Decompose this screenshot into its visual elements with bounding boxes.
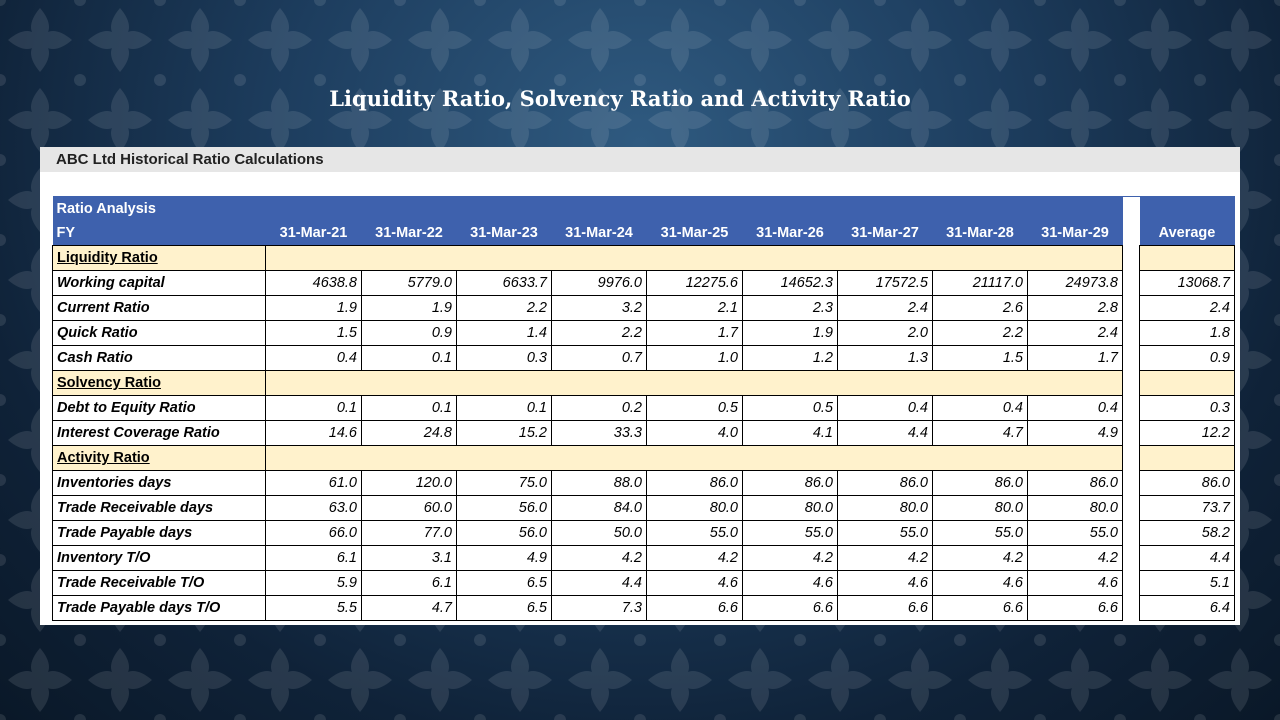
header-date-cell: 31-Mar-21 <box>266 221 362 246</box>
value-cell: 60.0 <box>362 496 457 521</box>
value-cell: 2.0 <box>838 321 933 346</box>
header-date-cell: 31-Mar-23 <box>457 221 552 246</box>
value-cell: 9976.0 <box>552 271 647 296</box>
value-cell: 80.0 <box>647 496 743 521</box>
value-cell: 86.0 <box>647 471 743 496</box>
average-cell: 86.0 <box>1140 471 1235 496</box>
value-cell: 61.0 <box>266 471 362 496</box>
section-title: Liquidity Ratio <box>53 246 266 271</box>
value-cell: 63.0 <box>266 496 362 521</box>
average-cell: 0.9 <box>1140 346 1235 371</box>
table-row <box>53 321 1235 346</box>
row-label: Inventory T/O <box>53 546 266 571</box>
average-cell: 12.2 <box>1140 421 1235 446</box>
value-cell: 6.6 <box>838 596 933 621</box>
value-cell: 86.0 <box>838 471 933 496</box>
header-fy-label: FY <box>53 221 266 246</box>
table-row <box>53 596 1235 621</box>
value-cell: 6.6 <box>933 596 1028 621</box>
value-cell: 4.0 <box>647 421 743 446</box>
value-cell: 55.0 <box>743 521 838 546</box>
value-cell: 2.1 <box>647 296 743 321</box>
value-cell: 14.6 <box>266 421 362 446</box>
header-date-cell: 31-Mar-22 <box>362 221 457 246</box>
value-cell: 6.5 <box>457 596 552 621</box>
value-cell: 80.0 <box>1028 496 1123 521</box>
value-cell: 6633.7 <box>457 271 552 296</box>
value-cell: 4638.8 <box>266 271 362 296</box>
value-cell: 0.4 <box>838 396 933 421</box>
average-cell: 73.7 <box>1140 496 1235 521</box>
value-cell: 1.9 <box>743 321 838 346</box>
value-cell: 4.2 <box>1028 546 1123 571</box>
value-cell: 0.1 <box>362 396 457 421</box>
row-label: Trade Receivable T/O <box>53 571 266 596</box>
row-label: Debt to Equity Ratio <box>53 396 266 421</box>
value-cell: 4.2 <box>647 546 743 571</box>
value-cell: 2.4 <box>838 296 933 321</box>
average-cell: 58.2 <box>1140 521 1235 546</box>
value-cell: 0.2 <box>552 396 647 421</box>
value-cell: 55.0 <box>1028 521 1123 546</box>
header-row-ratio-analysis <box>53 197 1235 222</box>
row-label: Quick Ratio <box>53 321 266 346</box>
header-ratio-analysis-label: Ratio Analysis <box>53 197 266 222</box>
value-cell: 15.2 <box>457 421 552 446</box>
value-cell: 0.1 <box>266 396 362 421</box>
value-cell: 1.2 <box>743 346 838 371</box>
value-cell: 6.1 <box>266 546 362 571</box>
value-cell: 1.3 <box>838 346 933 371</box>
slide-title: Liquidity Ratio, Solvency Ratio and Activity Ratio <box>329 86 911 111</box>
value-cell: 55.0 <box>838 521 933 546</box>
value-cell: 4.2 <box>743 546 838 571</box>
value-cell: 0.3 <box>457 346 552 371</box>
value-cell: 2.3 <box>743 296 838 321</box>
value-cell: 80.0 <box>933 496 1028 521</box>
table-row <box>53 346 1235 371</box>
value-cell: 56.0 <box>457 496 552 521</box>
row-label: Interest Coverage Ratio <box>53 421 266 446</box>
value-cell: 4.6 <box>1028 571 1123 596</box>
table-row <box>53 296 1235 321</box>
value-cell: 4.4 <box>552 571 647 596</box>
value-cell: 1.7 <box>647 321 743 346</box>
value-cell: 75.0 <box>457 471 552 496</box>
section-title: Activity Ratio <box>53 446 266 471</box>
average-cell: 13068.7 <box>1140 271 1235 296</box>
table-row <box>53 571 1235 596</box>
value-cell: 0.1 <box>457 396 552 421</box>
value-cell: 0.4 <box>266 346 362 371</box>
value-cell: 4.6 <box>838 571 933 596</box>
sheet-title: ABC Ltd Historical Ratio Calculations <box>40 147 1240 172</box>
average-cell: 5.1 <box>1140 571 1235 596</box>
value-cell: 6.6 <box>743 596 838 621</box>
table-row <box>53 271 1235 296</box>
value-cell: 4.2 <box>933 546 1028 571</box>
value-cell: 1.5 <box>266 321 362 346</box>
value-cell: 86.0 <box>933 471 1028 496</box>
row-label: Trade Payable days T/O <box>53 596 266 621</box>
row-label: Working capital <box>53 271 266 296</box>
value-cell: 4.9 <box>457 546 552 571</box>
value-cell: 0.4 <box>933 396 1028 421</box>
value-cell: 56.0 <box>457 521 552 546</box>
table-row <box>53 546 1235 571</box>
value-cell: 24973.8 <box>1028 271 1123 296</box>
table-row <box>53 496 1235 521</box>
value-cell: 4.6 <box>933 571 1028 596</box>
value-cell: 0.1 <box>362 346 457 371</box>
value-cell: 88.0 <box>552 471 647 496</box>
value-cell: 2.8 <box>1028 296 1123 321</box>
value-cell: 5.9 <box>266 571 362 596</box>
value-cell: 66.0 <box>266 521 362 546</box>
value-cell: 84.0 <box>552 496 647 521</box>
row-label: Current Ratio <box>53 296 266 321</box>
value-cell: 0.4 <box>1028 396 1123 421</box>
value-cell: 33.3 <box>552 421 647 446</box>
average-cell: 6.4 <box>1140 596 1235 621</box>
value-cell: 120.0 <box>362 471 457 496</box>
value-cell: 17572.5 <box>838 271 933 296</box>
value-cell: 21117.0 <box>933 271 1028 296</box>
value-cell: 0.5 <box>743 396 838 421</box>
section-title: Solvency Ratio <box>53 371 266 396</box>
value-cell: 1.4 <box>457 321 552 346</box>
value-cell: 86.0 <box>743 471 838 496</box>
value-cell: 4.4 <box>838 421 933 446</box>
value-cell: 6.1 <box>362 571 457 596</box>
value-cell: 4.7 <box>362 596 457 621</box>
header-date-cell: 31-Mar-25 <box>647 221 743 246</box>
value-cell: 5779.0 <box>362 271 457 296</box>
value-cell: 12275.6 <box>647 271 743 296</box>
value-cell: 1.5 <box>933 346 1028 371</box>
value-cell: 6.6 <box>647 596 743 621</box>
value-cell: 0.7 <box>552 346 647 371</box>
value-cell: 5.5 <box>266 596 362 621</box>
header-date-cell: 31-Mar-27 <box>838 221 933 246</box>
value-cell: 2.2 <box>457 296 552 321</box>
spreadsheet-image <box>40 147 1240 625</box>
value-cell: 4.9 <box>1028 421 1123 446</box>
header-date-cell: 31-Mar-28 <box>933 221 1028 246</box>
average-cell: 4.4 <box>1140 546 1235 571</box>
value-cell: 50.0 <box>552 521 647 546</box>
value-cell: 2.2 <box>552 321 647 346</box>
table-row <box>53 396 1235 421</box>
value-cell: 0.5 <box>647 396 743 421</box>
table-row <box>53 471 1235 496</box>
header-average-cell: Average <box>1140 221 1235 246</box>
value-cell: 6.5 <box>457 571 552 596</box>
value-cell: 3.2 <box>552 296 647 321</box>
row-label: Inventories days <box>53 471 266 496</box>
value-cell: 2.4 <box>1028 321 1123 346</box>
ratio-analysis-table <box>52 196 1235 621</box>
value-cell: 6.6 <box>1028 596 1123 621</box>
value-cell: 1.0 <box>647 346 743 371</box>
value-cell: 14652.3 <box>743 271 838 296</box>
header-date-cell: 31-Mar-29 <box>1028 221 1123 246</box>
value-cell: 55.0 <box>647 521 743 546</box>
value-cell: 0.9 <box>362 321 457 346</box>
section-header-row <box>53 446 1235 471</box>
table-row <box>53 521 1235 546</box>
row-label: Trade Receivable days <box>53 496 266 521</box>
value-cell: 7.3 <box>552 596 647 621</box>
row-label: Trade Payable days <box>53 521 266 546</box>
value-cell: 1.7 <box>1028 346 1123 371</box>
value-cell: 4.6 <box>647 571 743 596</box>
value-cell: 80.0 <box>743 496 838 521</box>
header-date-cell: 31-Mar-24 <box>552 221 647 246</box>
row-label: Cash Ratio <box>53 346 266 371</box>
header-date-cell: 31-Mar-26 <box>743 221 838 246</box>
header-row-fy <box>53 221 1235 246</box>
value-cell: 1.9 <box>362 296 457 321</box>
value-cell: 4.6 <box>743 571 838 596</box>
value-cell: 1.9 <box>266 296 362 321</box>
table-row <box>53 421 1235 446</box>
section-header-row <box>53 371 1235 396</box>
value-cell: 2.2 <box>933 321 1028 346</box>
average-cell: 2.4 <box>1140 296 1235 321</box>
value-cell: 24.8 <box>362 421 457 446</box>
value-cell: 3.1 <box>362 546 457 571</box>
value-cell: 77.0 <box>362 521 457 546</box>
value-cell: 4.7 <box>933 421 1028 446</box>
average-cell: 0.3 <box>1140 396 1235 421</box>
average-cell: 1.8 <box>1140 321 1235 346</box>
value-cell: 80.0 <box>838 496 933 521</box>
value-cell: 4.1 <box>743 421 838 446</box>
section-header-row <box>53 246 1235 271</box>
value-cell: 4.2 <box>552 546 647 571</box>
value-cell: 2.6 <box>933 296 1028 321</box>
value-cell: 55.0 <box>933 521 1028 546</box>
value-cell: 86.0 <box>1028 471 1123 496</box>
value-cell: 4.2 <box>838 546 933 571</box>
